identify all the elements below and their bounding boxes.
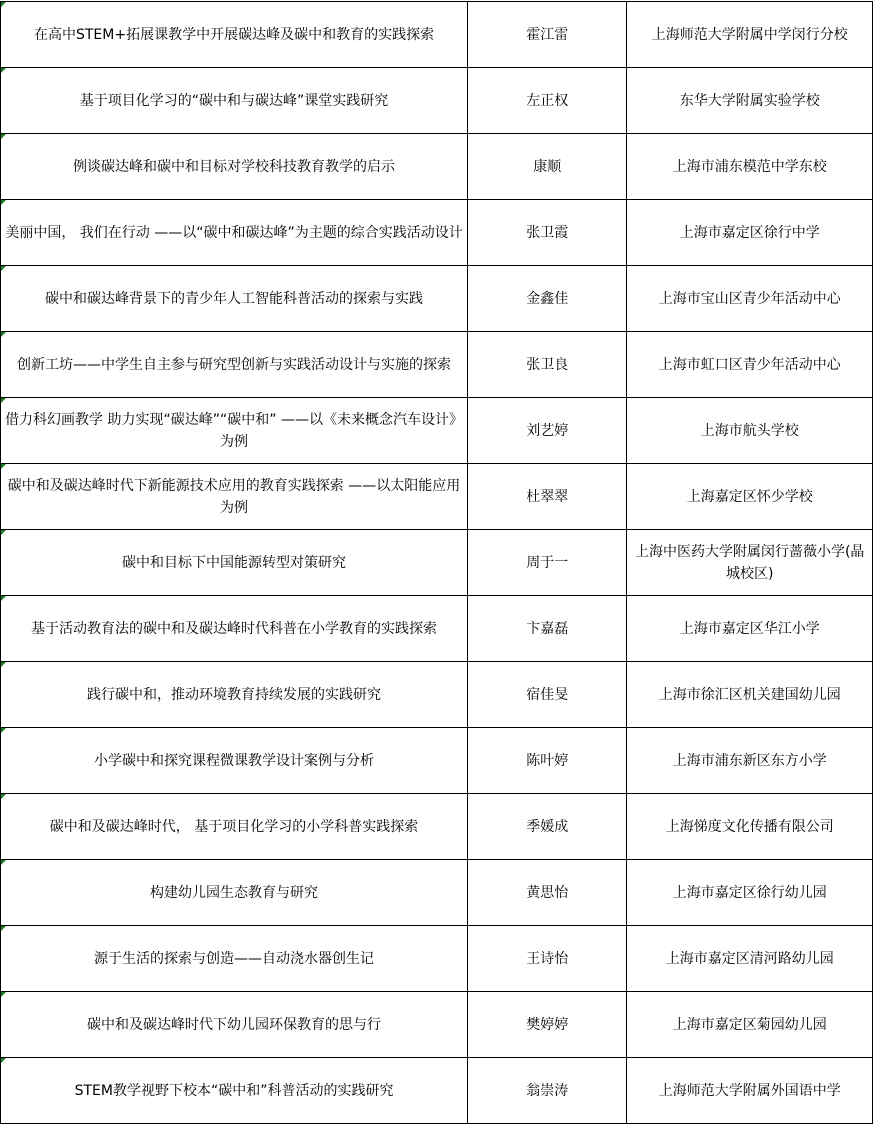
table-row[interactable]: [1, 926, 873, 992]
organization-cell[interactable]: [627, 68, 873, 134]
organization-cell[interactable]: [627, 398, 873, 464]
author-cell[interactable]: [468, 1058, 627, 1124]
paper-title: 在高中STEM+拓展课教学中开展碳达峰及碳中和教育的实践探索: [33, 26, 435, 43]
title-cell[interactable]: [1, 266, 468, 332]
author-cell[interactable]: [468, 992, 627, 1058]
author-cell[interactable]: [468, 530, 627, 596]
author-cell[interactable]: [468, 596, 627, 662]
title-cell[interactable]: [1, 200, 468, 266]
paper-title: 小学碳中和探究课程微课教学设计案例与分析: [94, 752, 375, 769]
author-cell[interactable]: [468, 200, 627, 266]
title-cell[interactable]: [1, 530, 468, 596]
title-cell[interactable]: [1, 134, 468, 200]
author-name: 王诗怡: [526, 950, 569, 967]
organization-cell[interactable]: [627, 794, 873, 860]
paper-title: 例谈碳达峰和碳中和目标对学校科技教育教学的启示: [73, 158, 396, 175]
paper-title: 碳中和目标下中国能源转型对策研究: [122, 554, 347, 571]
title-cell[interactable]: [1, 794, 468, 860]
author-cell[interactable]: [468, 266, 627, 332]
organization-name: 上海市嘉定区徐行中学: [679, 224, 820, 241]
results-table: [0, 1, 873, 1124]
table-row[interactable]: [1, 332, 873, 398]
author-name: 康顺: [533, 158, 562, 175]
table-row[interactable]: [1, 1058, 873, 1124]
results-table-body: [1, 2, 873, 1124]
organization-cell[interactable]: [627, 266, 873, 332]
organization-name: 上海师范大学附属外国语中学: [658, 1082, 841, 1099]
table-row[interactable]: [1, 794, 873, 860]
paper-title: 碳中和碳达峰背景下的青少年人工智能科普活动的探索与实践: [45, 290, 424, 307]
cell-flag-marker: [1, 926, 6, 931]
organization-name: 上海嘉定区怀少学校: [686, 488, 813, 505]
title-cell[interactable]: [1, 332, 468, 398]
table-row[interactable]: [1, 398, 873, 464]
author-name: 樊婷婷: [526, 1016, 569, 1033]
organization-cell[interactable]: [627, 992, 873, 1058]
paper-title: 基于项目化学习的“碳中和与碳达峰”课堂实践研究: [79, 92, 389, 109]
paper-title: 美丽中国， 我们在行动 ——以“碳中和碳达峰”为主题的综合实践活动设计: [5, 224, 463, 241]
author-cell[interactable]: [468, 464, 627, 530]
cell-flag-marker: [1, 200, 6, 205]
cell-flag-marker: [1, 68, 6, 73]
organization-cell[interactable]: [627, 926, 873, 992]
author-cell[interactable]: [468, 2, 627, 68]
table-row[interactable]: [1, 68, 873, 134]
table-row[interactable]: [1, 596, 873, 662]
title-cell[interactable]: [1, 68, 468, 134]
title-cell[interactable]: [1, 398, 468, 464]
author-cell[interactable]: [468, 134, 627, 200]
cell-flag-marker: [1, 1058, 6, 1063]
organization-cell[interactable]: [627, 860, 873, 926]
author-name: 黄思怡: [526, 884, 569, 901]
organization-cell[interactable]: [627, 134, 873, 200]
paper-title: 践行碳中和，推动环境教育持续发展的实践研究: [87, 686, 382, 703]
cell-flag-marker: [1, 992, 6, 997]
cell-flag-marker: [1, 596, 6, 601]
organization-name: 上海市嘉定区清河路幼儿园: [665, 950, 834, 967]
author-name: 张卫霞: [526, 224, 569, 241]
organization-name: 上海市宝山区青少年活动中心: [658, 290, 841, 307]
cell-flag-marker: [1, 662, 6, 667]
paper-title: STEM教学视野下校本“碳中和”科普活动的实践研究: [74, 1082, 394, 1099]
organization-cell[interactable]: [627, 464, 873, 530]
paper-title: 构建幼儿园生态教育与研究: [150, 884, 319, 901]
organization-name: 上海市嘉定区菊园幼儿园: [672, 1016, 827, 1033]
table-row[interactable]: [1, 992, 873, 1058]
title-cell[interactable]: [1, 992, 468, 1058]
organization-cell[interactable]: [627, 1058, 873, 1124]
author-cell[interactable]: [468, 926, 627, 992]
organization-cell[interactable]: [627, 332, 873, 398]
table-row[interactable]: [1, 200, 873, 266]
table-row[interactable]: [1, 2, 873, 68]
cell-flag-marker: [1, 794, 6, 799]
author-cell[interactable]: [468, 398, 627, 464]
table-row[interactable]: [1, 662, 873, 728]
organization-cell[interactable]: [627, 662, 873, 728]
cell-flag-marker: [1, 332, 6, 337]
author-name: 宿佳旻: [526, 686, 569, 703]
organization-name: 上海师范大学附属中学闵行分校: [651, 26, 848, 43]
author-name: 霍江雷: [526, 26, 569, 43]
organization-cell[interactable]: [627, 596, 873, 662]
author-cell[interactable]: [468, 794, 627, 860]
title-cell[interactable]: [1, 1058, 468, 1124]
organization-name: 上海市虹口区青少年活动中心: [658, 356, 841, 373]
cell-flag-marker: [1, 530, 6, 535]
paper-title: 源于生活的探索与创造——自动浇水器创生记: [94, 950, 375, 967]
author-name: 刘艺婷: [526, 422, 569, 439]
organization-cell[interactable]: [627, 2, 873, 68]
organization-name: 上海市嘉定区华江小学: [679, 620, 820, 637]
table-row[interactable]: [1, 530, 873, 596]
title-cell[interactable]: [1, 596, 468, 662]
title-cell[interactable]: [1, 926, 468, 992]
organization-name: 东华大学附属实验学校: [679, 92, 820, 109]
table-row[interactable]: [1, 464, 873, 530]
author-name: 翁崇涛: [526, 1082, 569, 1099]
cell-flag-marker: [1, 398, 6, 403]
title-cell[interactable]: [1, 662, 468, 728]
author-name: 陈叶婷: [526, 752, 569, 769]
author-cell[interactable]: [468, 728, 627, 794]
cell-flag-marker: [1, 464, 6, 469]
paper-title: 借力科幻画教学 助力实现“碳达峰”“碳中和” ——以《未来概念汽车设计》为例: [5, 411, 463, 450]
paper-title: 碳中和及碳达峰时代， 基于项目化学习的小学科普实践探索: [49, 818, 419, 835]
title-cell[interactable]: [1, 728, 468, 794]
author-cell[interactable]: [468, 662, 627, 728]
organization-name: 上海悌度文化传播有限公司: [665, 818, 834, 835]
cell-flag-marker: [1, 2, 6, 7]
paper-title: 基于活动教育法的碳中和及碳达峰时代科普在小学教育的实践探索: [31, 620, 438, 637]
table-row[interactable]: [1, 860, 873, 926]
paper-title: 碳中和及碳达峰时代下新能源技术应用的教育实践探索 ——以太阳能应用为例: [7, 477, 461, 516]
organization-name: 上海市徐汇区机关建国幼儿园: [658, 686, 841, 703]
title-cell[interactable]: [1, 2, 468, 68]
table-row[interactable]: [1, 134, 873, 200]
paper-title: 创新工坊——中学生自主参与研究型创新与实践活动设计与实施的探索: [17, 356, 452, 373]
organization-name: 上海市浦东新区东方小学: [672, 752, 827, 769]
cell-flag-marker: [1, 134, 6, 139]
organization-cell[interactable]: [627, 200, 873, 266]
cell-flag-marker: [1, 266, 6, 271]
author-name: 季媛成: [526, 818, 569, 835]
title-cell[interactable]: [1, 464, 468, 530]
author-name: 周于一: [526, 554, 569, 571]
organization-name: 上海市浦东模范中学东校: [672, 158, 827, 175]
organization-cell[interactable]: [627, 728, 873, 794]
author-cell[interactable]: [468, 68, 627, 134]
organization-name: 上海市嘉定区徐行幼儿园: [672, 884, 827, 901]
table-row[interactable]: [1, 728, 873, 794]
organization-cell[interactable]: [627, 530, 873, 596]
author-name: 金鑫佳: [526, 290, 569, 307]
organization-name: 上海市航头学校: [700, 422, 799, 439]
paper-title: 碳中和及碳达峰时代下幼儿园环保教育的思与行: [87, 1016, 382, 1033]
author-cell[interactable]: [468, 860, 627, 926]
cell-flag-marker: [1, 728, 6, 733]
author-name: 杜翠翠: [526, 488, 569, 505]
author-name: 左正权: [526, 92, 569, 109]
table-row[interactable]: [1, 266, 873, 332]
cell-flag-marker: [1, 860, 6, 865]
organization-name: 上海中医药大学附属闵行蔷薇小学(晶城校区): [634, 543, 865, 582]
author-cell[interactable]: [468, 332, 627, 398]
author-name: 张卫良: [526, 356, 569, 373]
author-name: 卞嘉磊: [526, 620, 569, 637]
title-cell[interactable]: [1, 860, 468, 926]
